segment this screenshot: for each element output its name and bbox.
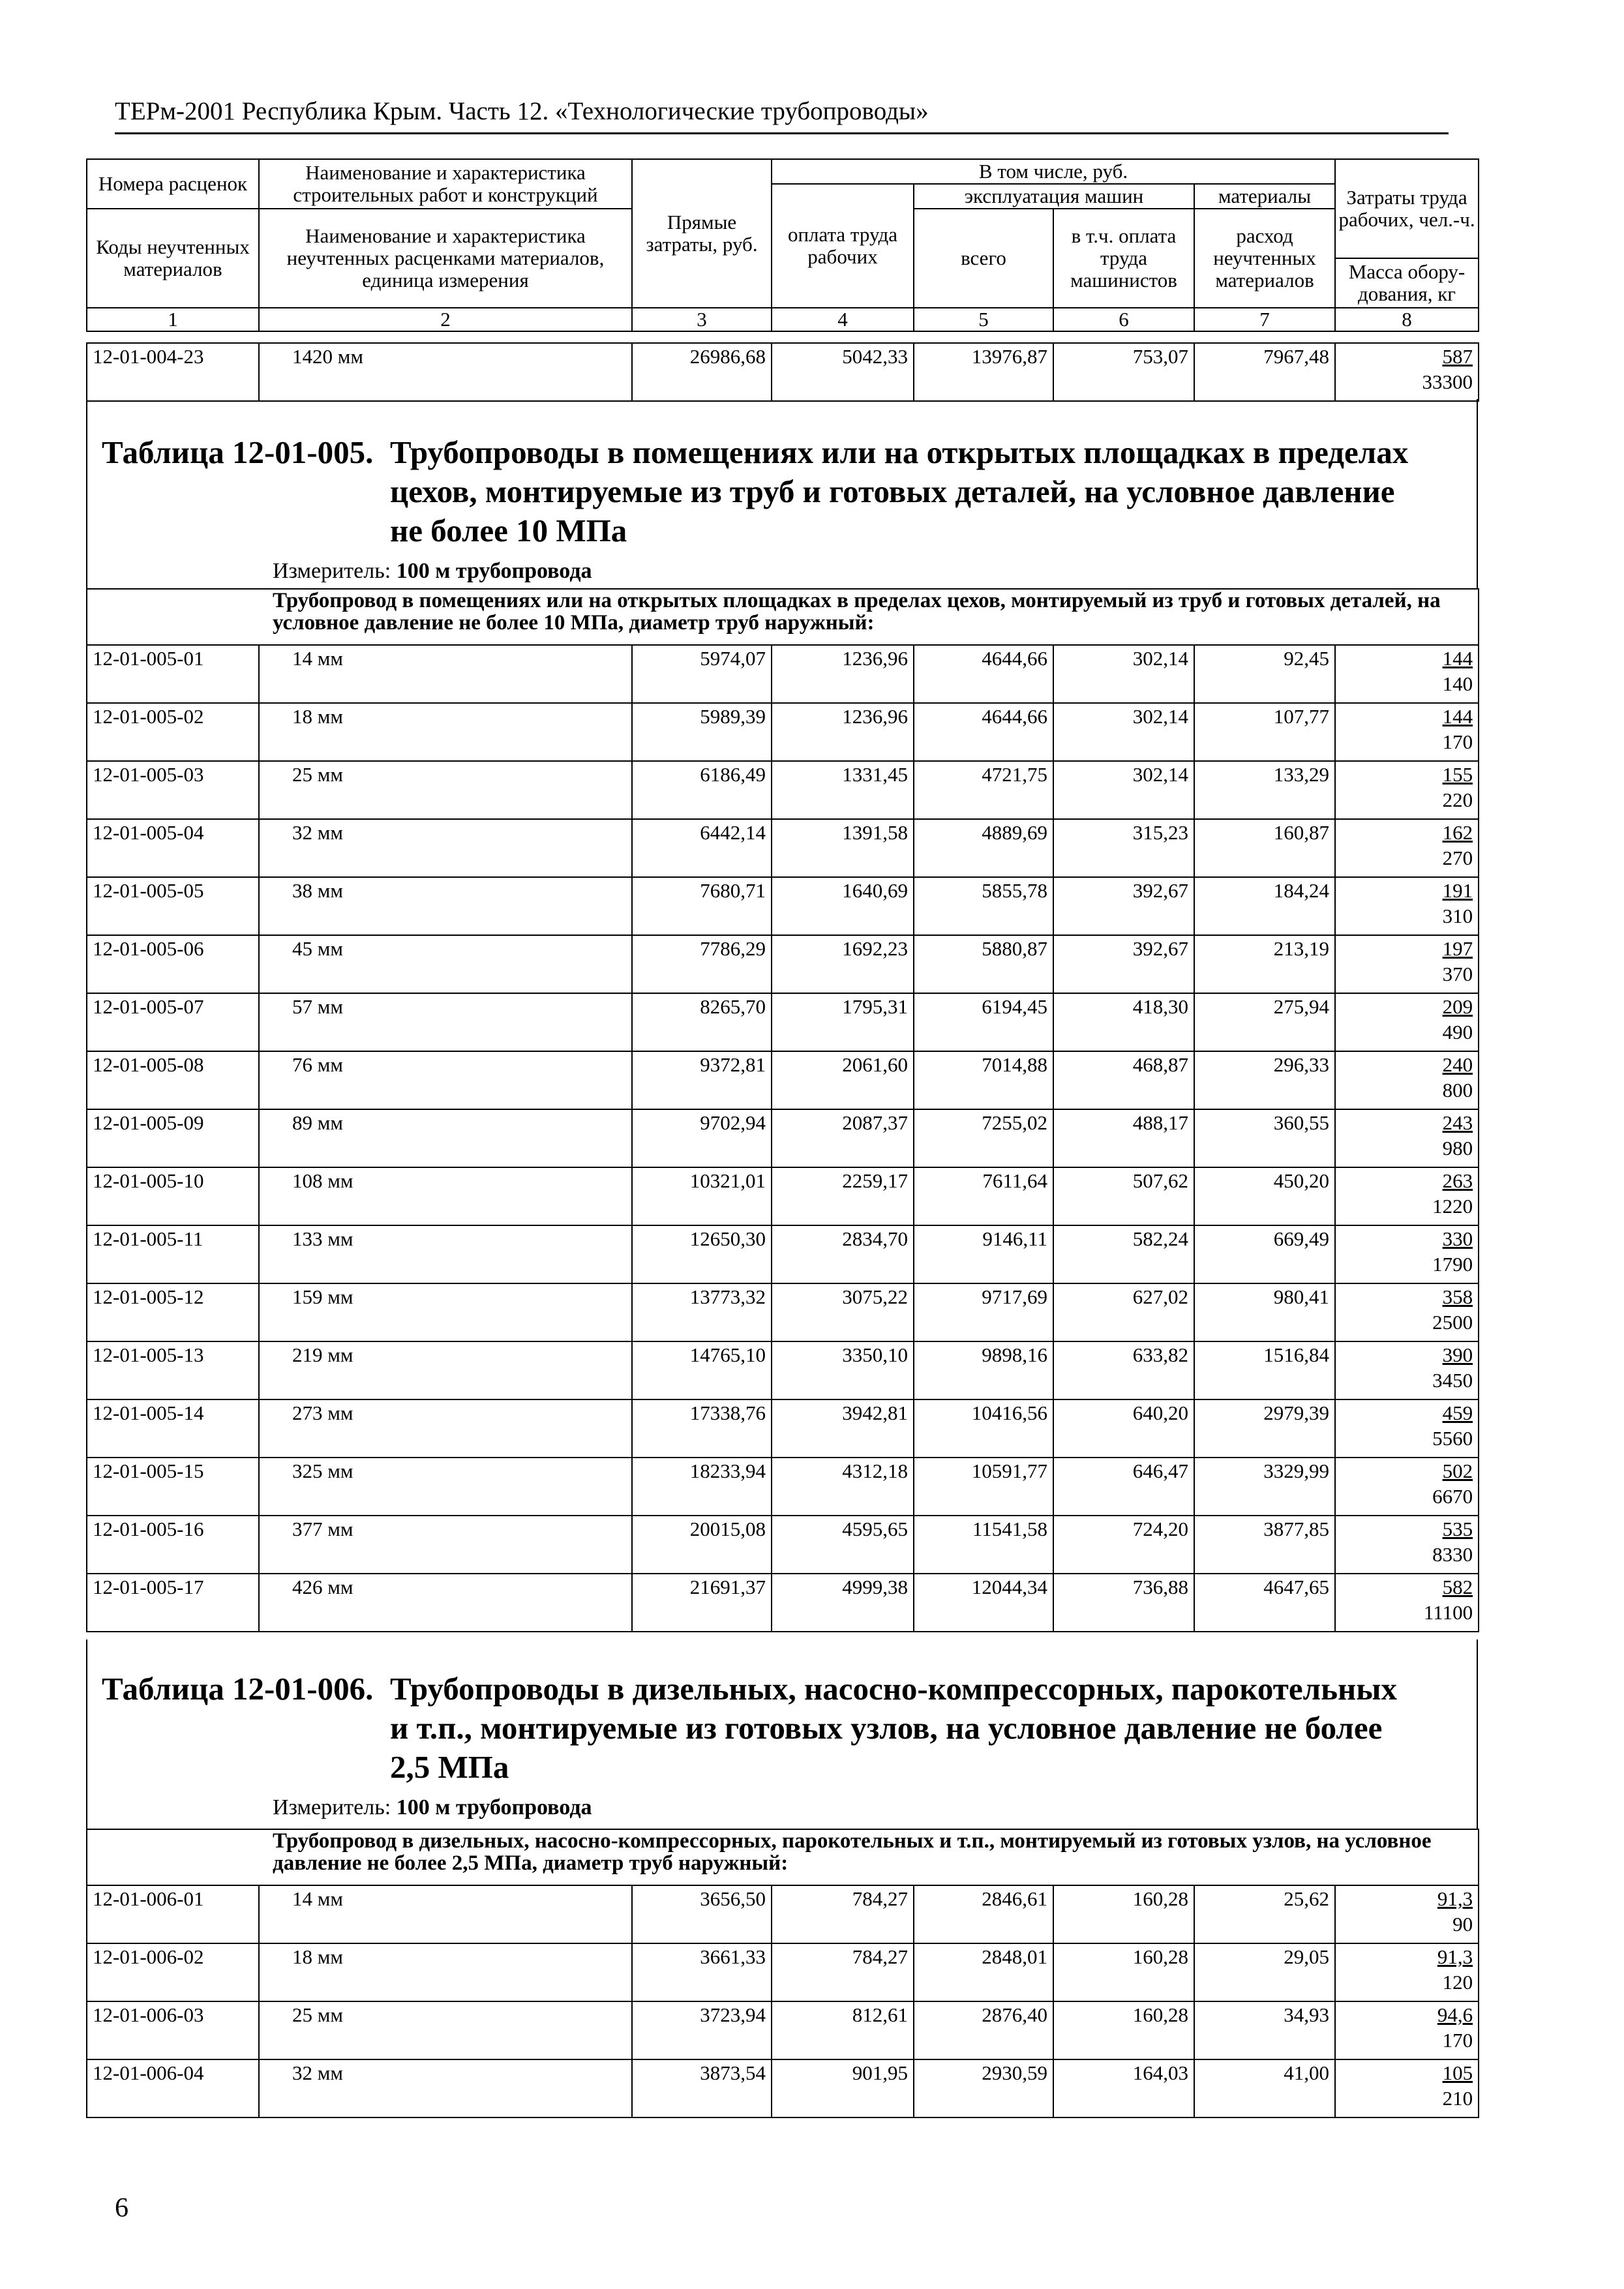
machines-total: 13976,87: [914, 343, 1053, 401]
table-row: [87, 1341, 1479, 1399]
labor-pay: 4595,65: [772, 1516, 914, 1574]
equipment-mass: 120: [1442, 1971, 1473, 1994]
table-006-group-caption: Трубопровод в дизельных, насосно-компрессорных, парокотельных и т.п., монтируемый из готовых узлов, на условное давление не более 2,5 МПа, диаметр труб наружный:: [87, 1829, 1479, 1885]
table-row: [87, 1516, 1479, 1574]
labor-hours: 155: [1442, 763, 1473, 786]
rate-code: 12-01-005-11: [87, 1225, 259, 1283]
table-005-title: [102, 433, 1408, 550]
labor-hours: 243: [1442, 1111, 1473, 1134]
table-005-title-line2: цехов, монтируемые из труб и готовых деталей, на условное давление: [390, 473, 1395, 509]
labor-hours: 105: [1442, 2061, 1473, 2084]
top-rows-table: [86, 342, 1479, 402]
materials: 1516,84: [1194, 1341, 1335, 1399]
direct-costs: 9372,81: [632, 1051, 772, 1109]
rate-code: 12-01-005-05: [87, 877, 259, 935]
direct-costs: 18233,94: [632, 1458, 772, 1516]
direct-costs: 7680,71: [632, 877, 772, 935]
machines-labor: 724,20: [1053, 1516, 1194, 1574]
labor-pay: 812,61: [772, 2001, 914, 2059]
direct-costs: 20015,08: [632, 1516, 772, 1574]
equipment-mass: 980: [1442, 1137, 1473, 1159]
rate-code: 12-01-006-01: [87, 1885, 259, 1943]
materials: 213,19: [1194, 935, 1335, 993]
rate-code: 12-01-005-04: [87, 819, 259, 877]
header-direct: Прямые затраты, руб.: [632, 159, 772, 308]
labor-pay: 1692,23: [772, 935, 914, 993]
pipe-diameter: 1420 мм: [259, 343, 632, 401]
table-row: [87, 1167, 1479, 1225]
labor-pay: 3350,10: [772, 1341, 914, 1399]
machines-labor: 633,82: [1053, 1341, 1194, 1399]
table-005-meter-label: Измеритель:: [273, 559, 391, 583]
labor-hours: 91,3: [1437, 1887, 1473, 1910]
equipment-mass: 6670: [1432, 1485, 1473, 1508]
table-row: [87, 645, 1479, 703]
header-col-number: 1: [87, 308, 259, 331]
labor-pay: 5042,33: [772, 343, 914, 401]
labor-hours: 162: [1442, 821, 1473, 844]
machines-total: 9146,11: [914, 1225, 1053, 1283]
header-labor-costs: Затраты труда рабочих, чел.-ч.: [1335, 159, 1479, 258]
direct-costs: 5989,39: [632, 703, 772, 761]
header-codes: Номера расценок: [87, 159, 259, 209]
labor-pay: 2259,17: [772, 1167, 914, 1225]
labor-hours: 587: [1442, 345, 1473, 368]
equipment-mass: 2500: [1432, 1311, 1473, 1334]
pipe-diameter: 273 мм: [259, 1399, 632, 1458]
direct-costs: 5974,07: [632, 645, 772, 703]
direct-costs: 6186,49: [632, 761, 772, 819]
machines-total: 9717,69: [914, 1283, 1053, 1341]
labor-pay: 1391,58: [772, 819, 914, 877]
table-row: [87, 1051, 1479, 1109]
table-006-meter-label: Измеритель:: [273, 1795, 391, 1819]
machines-total: 7611,64: [914, 1167, 1053, 1225]
machines-labor: 582,24: [1053, 1225, 1194, 1283]
direct-costs: 26986,68: [632, 343, 772, 401]
column-header-table: [86, 158, 1479, 332]
header-name: Наименование и характеристика строительных работ и конструкций: [259, 159, 632, 209]
pipe-diameter: 38 мм: [259, 877, 632, 935]
materials: 41,00: [1194, 2059, 1335, 2117]
labor-hours: 197: [1442, 937, 1473, 960]
rate-code: 12-01-005-06: [87, 935, 259, 993]
machines-labor: 627,02: [1053, 1283, 1194, 1341]
table-row: [87, 2001, 1479, 2059]
direct-costs: 3723,94: [632, 2001, 772, 2059]
direct-costs: 13773,32: [632, 1283, 772, 1341]
equipment-mass: 1220: [1432, 1195, 1473, 1218]
table-006: [86, 1829, 1479, 2118]
pipe-diameter: 18 мм: [259, 1943, 632, 2001]
labor-pay: 2061,60: [772, 1051, 914, 1109]
machines-labor: 392,67: [1053, 935, 1194, 993]
labor-pay: 1236,96: [772, 645, 914, 703]
materials: 25,62: [1194, 1885, 1335, 1943]
header-equipment-mass: Масса обору-дования, кг: [1335, 258, 1479, 308]
header-col-number: 5: [914, 308, 1053, 331]
header-col-number: 7: [1194, 308, 1335, 331]
pipe-diameter: 219 мм: [259, 1341, 632, 1399]
machines-labor: 302,14: [1053, 761, 1194, 819]
machines-labor: 753,07: [1053, 343, 1194, 401]
pipe-diameter: 133 мм: [259, 1225, 632, 1283]
labor-pay: 901,95: [772, 2059, 914, 2117]
machines-total: 7014,88: [914, 1051, 1053, 1109]
table-row: [87, 877, 1479, 935]
machines-labor: 160,28: [1053, 2001, 1194, 2059]
header-incl: В том числе, руб.: [772, 159, 1335, 184]
materials: 450,20: [1194, 1167, 1335, 1225]
rate-code: 12-01-005-15: [87, 1458, 259, 1516]
machines-total: 4721,75: [914, 761, 1053, 819]
direct-costs: 12650,30: [632, 1225, 772, 1283]
table-row: [87, 993, 1479, 1051]
materials: 184,24: [1194, 877, 1335, 935]
materials: 133,29: [1194, 761, 1335, 819]
labor-pay: 4999,38: [772, 1574, 914, 1632]
machines-total: 4644,66: [914, 703, 1053, 761]
machines-labor: 646,47: [1053, 1458, 1194, 1516]
header-materials: материалы: [1194, 184, 1335, 209]
table-005-meter-value: 100 м трубопровода: [396, 559, 592, 583]
rate-code: 12-01-004-23: [87, 343, 259, 401]
labor-hours: 502: [1442, 1459, 1473, 1482]
direct-costs: 7786,29: [632, 935, 772, 993]
table-row: [87, 1283, 1479, 1341]
table-005-title-line1: Трубопроводы в помещениях или на открытых площадках в пределах: [390, 434, 1409, 470]
machines-labor: 736,88: [1053, 1574, 1194, 1632]
header-machines-total: всего: [914, 209, 1053, 308]
pipe-diameter: 32 мм: [259, 819, 632, 877]
table-row: [87, 1225, 1479, 1283]
equipment-mass: 8330: [1432, 1543, 1473, 1566]
table-006-meter-value: 100 м трубопровода: [396, 1795, 592, 1819]
pipe-diameter: 325 мм: [259, 1458, 632, 1516]
direct-costs: 10321,01: [632, 1167, 772, 1225]
machines-total: 11541,58: [914, 1516, 1053, 1574]
labor-hours: 191: [1442, 879, 1473, 902]
table-row: [87, 343, 1479, 401]
materials: 669,49: [1194, 1225, 1335, 1283]
pipe-diameter: 14 мм: [259, 645, 632, 703]
header-col-number: 4: [772, 308, 914, 331]
machines-labor: 302,14: [1053, 645, 1194, 703]
machines-labor: 418,30: [1053, 993, 1194, 1051]
equipment-mass: 270: [1442, 846, 1473, 869]
materials: 980,41: [1194, 1283, 1335, 1341]
page-number: 6: [115, 2193, 128, 2223]
labor-hours: 582: [1442, 1576, 1473, 1598]
materials: 3877,85: [1194, 1516, 1335, 1574]
table-005-number: Таблица 12-01-005.: [102, 434, 374, 470]
header-rule: [115, 132, 1449, 134]
equipment-mass: 220: [1442, 788, 1473, 811]
labor-pay: 4312,18: [772, 1458, 914, 1516]
running-header: ТЕРм-2001 Республика Крым. Часть 12. «Технологические трубопроводы»: [115, 97, 929, 125]
table-row: [87, 819, 1479, 877]
pipe-diameter: 159 мм: [259, 1283, 632, 1341]
labor-hours: 91,3: [1437, 1945, 1473, 1968]
equipment-mass: 210: [1442, 2087, 1473, 2110]
pipe-diameter: 57 мм: [259, 993, 632, 1051]
machines-total: 10591,77: [914, 1458, 1053, 1516]
pipe-diameter: 25 мм: [259, 2001, 632, 2059]
machines-total: 4889,69: [914, 819, 1053, 877]
labor-pay: 2087,37: [772, 1109, 914, 1167]
direct-costs: 6442,14: [632, 819, 772, 877]
rate-code: 12-01-005-02: [87, 703, 259, 761]
machines-total: 4644,66: [914, 645, 1053, 703]
machines-total: 2846,61: [914, 1885, 1053, 1943]
table-row: [87, 1458, 1479, 1516]
rate-code: 12-01-005-12: [87, 1283, 259, 1341]
header-machines-labor: в т.ч. оплата труда машинистов: [1053, 209, 1194, 308]
table-005-group-caption: Трубопровод в помещениях или на открытых площадках в пределах цехов, монтируемый из труб и готовых деталей, на условное давление не более 10 МПа, диаметр труб наружный:: [87, 589, 1479, 645]
labor-hours: 144: [1442, 647, 1473, 670]
machines-labor: 392,67: [1053, 877, 1194, 935]
equipment-mass: 490: [1442, 1021, 1473, 1043]
header-col-number: 8: [1335, 308, 1479, 331]
materials: 3329,99: [1194, 1458, 1335, 1516]
rate-code: 12-01-005-10: [87, 1167, 259, 1225]
rate-code: 12-01-005-14: [87, 1399, 259, 1458]
pipe-diameter: 108 мм: [259, 1167, 632, 1225]
machines-total: 2876,40: [914, 2001, 1053, 2059]
equipment-mass: 370: [1442, 963, 1473, 985]
rate-code: 12-01-005-17: [87, 1574, 259, 1632]
direct-costs: 14765,10: [632, 1341, 772, 1399]
table-006-meter: [273, 1795, 592, 1821]
labor-pay: 1640,69: [772, 877, 914, 935]
header-materials-unaccounted: расход неучтенных материалов: [1194, 209, 1335, 308]
equipment-mass: 800: [1442, 1079, 1473, 1101]
labor-hours: 390: [1442, 1343, 1473, 1366]
table-005: [86, 588, 1479, 1632]
equipment-mass: 11100: [1423, 1601, 1473, 1624]
table-row: [87, 1109, 1479, 1167]
labor-hours: 240: [1442, 1053, 1473, 1076]
labor-hours: 144: [1442, 705, 1473, 728]
pipe-diameter: 45 мм: [259, 935, 632, 993]
table-row: [87, 1885, 1479, 1943]
pipe-diameter: 89 мм: [259, 1109, 632, 1167]
pipe-diameter: 76 мм: [259, 1051, 632, 1109]
equipment-mass: 3450: [1432, 1369, 1473, 1392]
table-row: [87, 1943, 1479, 2001]
equipment-mass: 1790: [1432, 1253, 1473, 1276]
rate-code: 12-01-006-03: [87, 2001, 259, 2059]
table-006-title-line3: 2,5 МПа: [390, 1749, 509, 1785]
direct-costs: 3661,33: [632, 1943, 772, 2001]
table-005-title-line3: не более 10 МПа: [390, 513, 627, 548]
machines-labor: 302,14: [1053, 703, 1194, 761]
labor-hours: 209: [1442, 995, 1473, 1018]
pipe-diameter: 377 мм: [259, 1516, 632, 1574]
labor-pay: 3942,81: [772, 1399, 914, 1458]
machines-total: 6194,45: [914, 993, 1053, 1051]
labor-pay: 3075,22: [772, 1283, 914, 1341]
table-006-title: [102, 1669, 1397, 1787]
rate-code: 12-01-005-07: [87, 993, 259, 1051]
materials: 29,05: [1194, 1943, 1335, 2001]
pipe-diameter: 14 мм: [259, 1885, 632, 1943]
labor-pay: 784,27: [772, 1943, 914, 2001]
table-005-meter: [273, 558, 592, 584]
labor-hours: 330: [1442, 1227, 1473, 1250]
materials: 296,33: [1194, 1051, 1335, 1109]
materials: 92,45: [1194, 645, 1335, 703]
machines-labor: 488,17: [1053, 1109, 1194, 1167]
rate-code: 12-01-005-01: [87, 645, 259, 703]
equipment-mass: 140: [1442, 672, 1473, 695]
equipment-mass: 90: [1452, 1913, 1473, 1936]
rate-code: 12-01-005-03: [87, 761, 259, 819]
table-006-title-line2: и т.п., монтируемые из готовых узлов, на условное давление не более: [390, 1710, 1383, 1746]
labor-hours: 459: [1442, 1401, 1473, 1424]
header-unaccounted-name: Наименование и характеристика неучтенных расценками материалов, единица измерения: [259, 209, 632, 308]
table-row: [87, 1574, 1479, 1632]
pipe-diameter: 426 мм: [259, 1574, 632, 1632]
header-machines: эксплуатация машин: [914, 184, 1194, 209]
header-col-number: 3: [632, 308, 772, 331]
labor-pay: 1236,96: [772, 703, 914, 761]
machines-total: 2848,01: [914, 1943, 1053, 2001]
rate-code: 12-01-006-02: [87, 1943, 259, 2001]
materials: 7967,48: [1194, 343, 1335, 401]
header-unaccounted-codes: Коды неучтенных материалов: [87, 209, 259, 308]
rate-code: 12-01-005-13: [87, 1341, 259, 1399]
equipment-mass: 170: [1442, 730, 1473, 753]
labor-pay: 1795,31: [772, 993, 914, 1051]
direct-costs: 21691,37: [632, 1574, 772, 1632]
machines-labor: 315,23: [1053, 819, 1194, 877]
equipment-mass: 33300: [1422, 370, 1473, 393]
labor-pay: 784,27: [772, 1885, 914, 1943]
machines-labor: 164,03: [1053, 2059, 1194, 2117]
table-006-heading: [86, 1639, 1478, 1829]
machines-total: 12044,34: [914, 1574, 1053, 1632]
materials: 360,55: [1194, 1109, 1335, 1167]
materials: 34,93: [1194, 2001, 1335, 2059]
labor-pay: 2834,70: [772, 1225, 914, 1283]
header-col-number: 6: [1053, 308, 1194, 331]
direct-costs: 8265,70: [632, 993, 772, 1051]
labor-hours: 94,6: [1437, 2003, 1473, 2026]
direct-costs: 3873,54: [632, 2059, 772, 2117]
materials: 4647,65: [1194, 1574, 1335, 1632]
table-005-heading: [86, 399, 1478, 588]
labor-hours: 358: [1442, 1285, 1473, 1308]
table-row: [87, 703, 1479, 761]
machines-total: 7255,02: [914, 1109, 1053, 1167]
table-row: [87, 935, 1479, 993]
machines-labor: 468,87: [1053, 1051, 1194, 1109]
materials: 160,87: [1194, 819, 1335, 877]
materials: 2979,39: [1194, 1399, 1335, 1458]
materials: 107,77: [1194, 703, 1335, 761]
labor-hours: 263: [1442, 1169, 1473, 1192]
table-006-number: Таблица 12-01-006.: [102, 1671, 374, 1707]
table-006-title-line1: Трубопроводы в дизельных, насосно-компрессорных, парокотельных: [390, 1671, 1397, 1707]
direct-costs: 3656,50: [632, 1885, 772, 1943]
rate-code: 12-01-005-16: [87, 1516, 259, 1574]
equipment-mass: 170: [1442, 2029, 1473, 2052]
rate-code: 12-01-005-09: [87, 1109, 259, 1167]
table-row: [87, 1399, 1479, 1458]
materials: 275,94: [1194, 993, 1335, 1051]
machines-labor: 507,62: [1053, 1167, 1194, 1225]
machines-labor: 160,28: [1053, 1943, 1194, 2001]
direct-costs: 17338,76: [632, 1399, 772, 1458]
labor-hours: 535: [1442, 1518, 1473, 1540]
rate-code: 12-01-006-04: [87, 2059, 259, 2117]
machines-labor: 640,20: [1053, 1399, 1194, 1458]
table-row: [87, 761, 1479, 819]
header-col-number: 2: [259, 308, 632, 331]
table-row: [87, 2059, 1479, 2117]
rate-code: 12-01-005-08: [87, 1051, 259, 1109]
machines-total: 9898,16: [914, 1341, 1053, 1399]
machines-total: 5855,78: [914, 877, 1053, 935]
equipment-mass: 5560: [1432, 1427, 1473, 1450]
labor-pay: 1331,45: [772, 761, 914, 819]
machines-total: 10416,56: [914, 1399, 1053, 1458]
pipe-diameter: 32 мм: [259, 2059, 632, 2117]
direct-costs: 9702,94: [632, 1109, 772, 1167]
pipe-diameter: 18 мм: [259, 703, 632, 761]
header-labor-pay: оплата труда рабочих: [772, 184, 914, 308]
equipment-mass: 310: [1442, 905, 1473, 927]
machines-labor: 160,28: [1053, 1885, 1194, 1943]
machines-total: 2930,59: [914, 2059, 1053, 2117]
machines-total: 5880,87: [914, 935, 1053, 993]
pipe-diameter: 25 мм: [259, 761, 632, 819]
